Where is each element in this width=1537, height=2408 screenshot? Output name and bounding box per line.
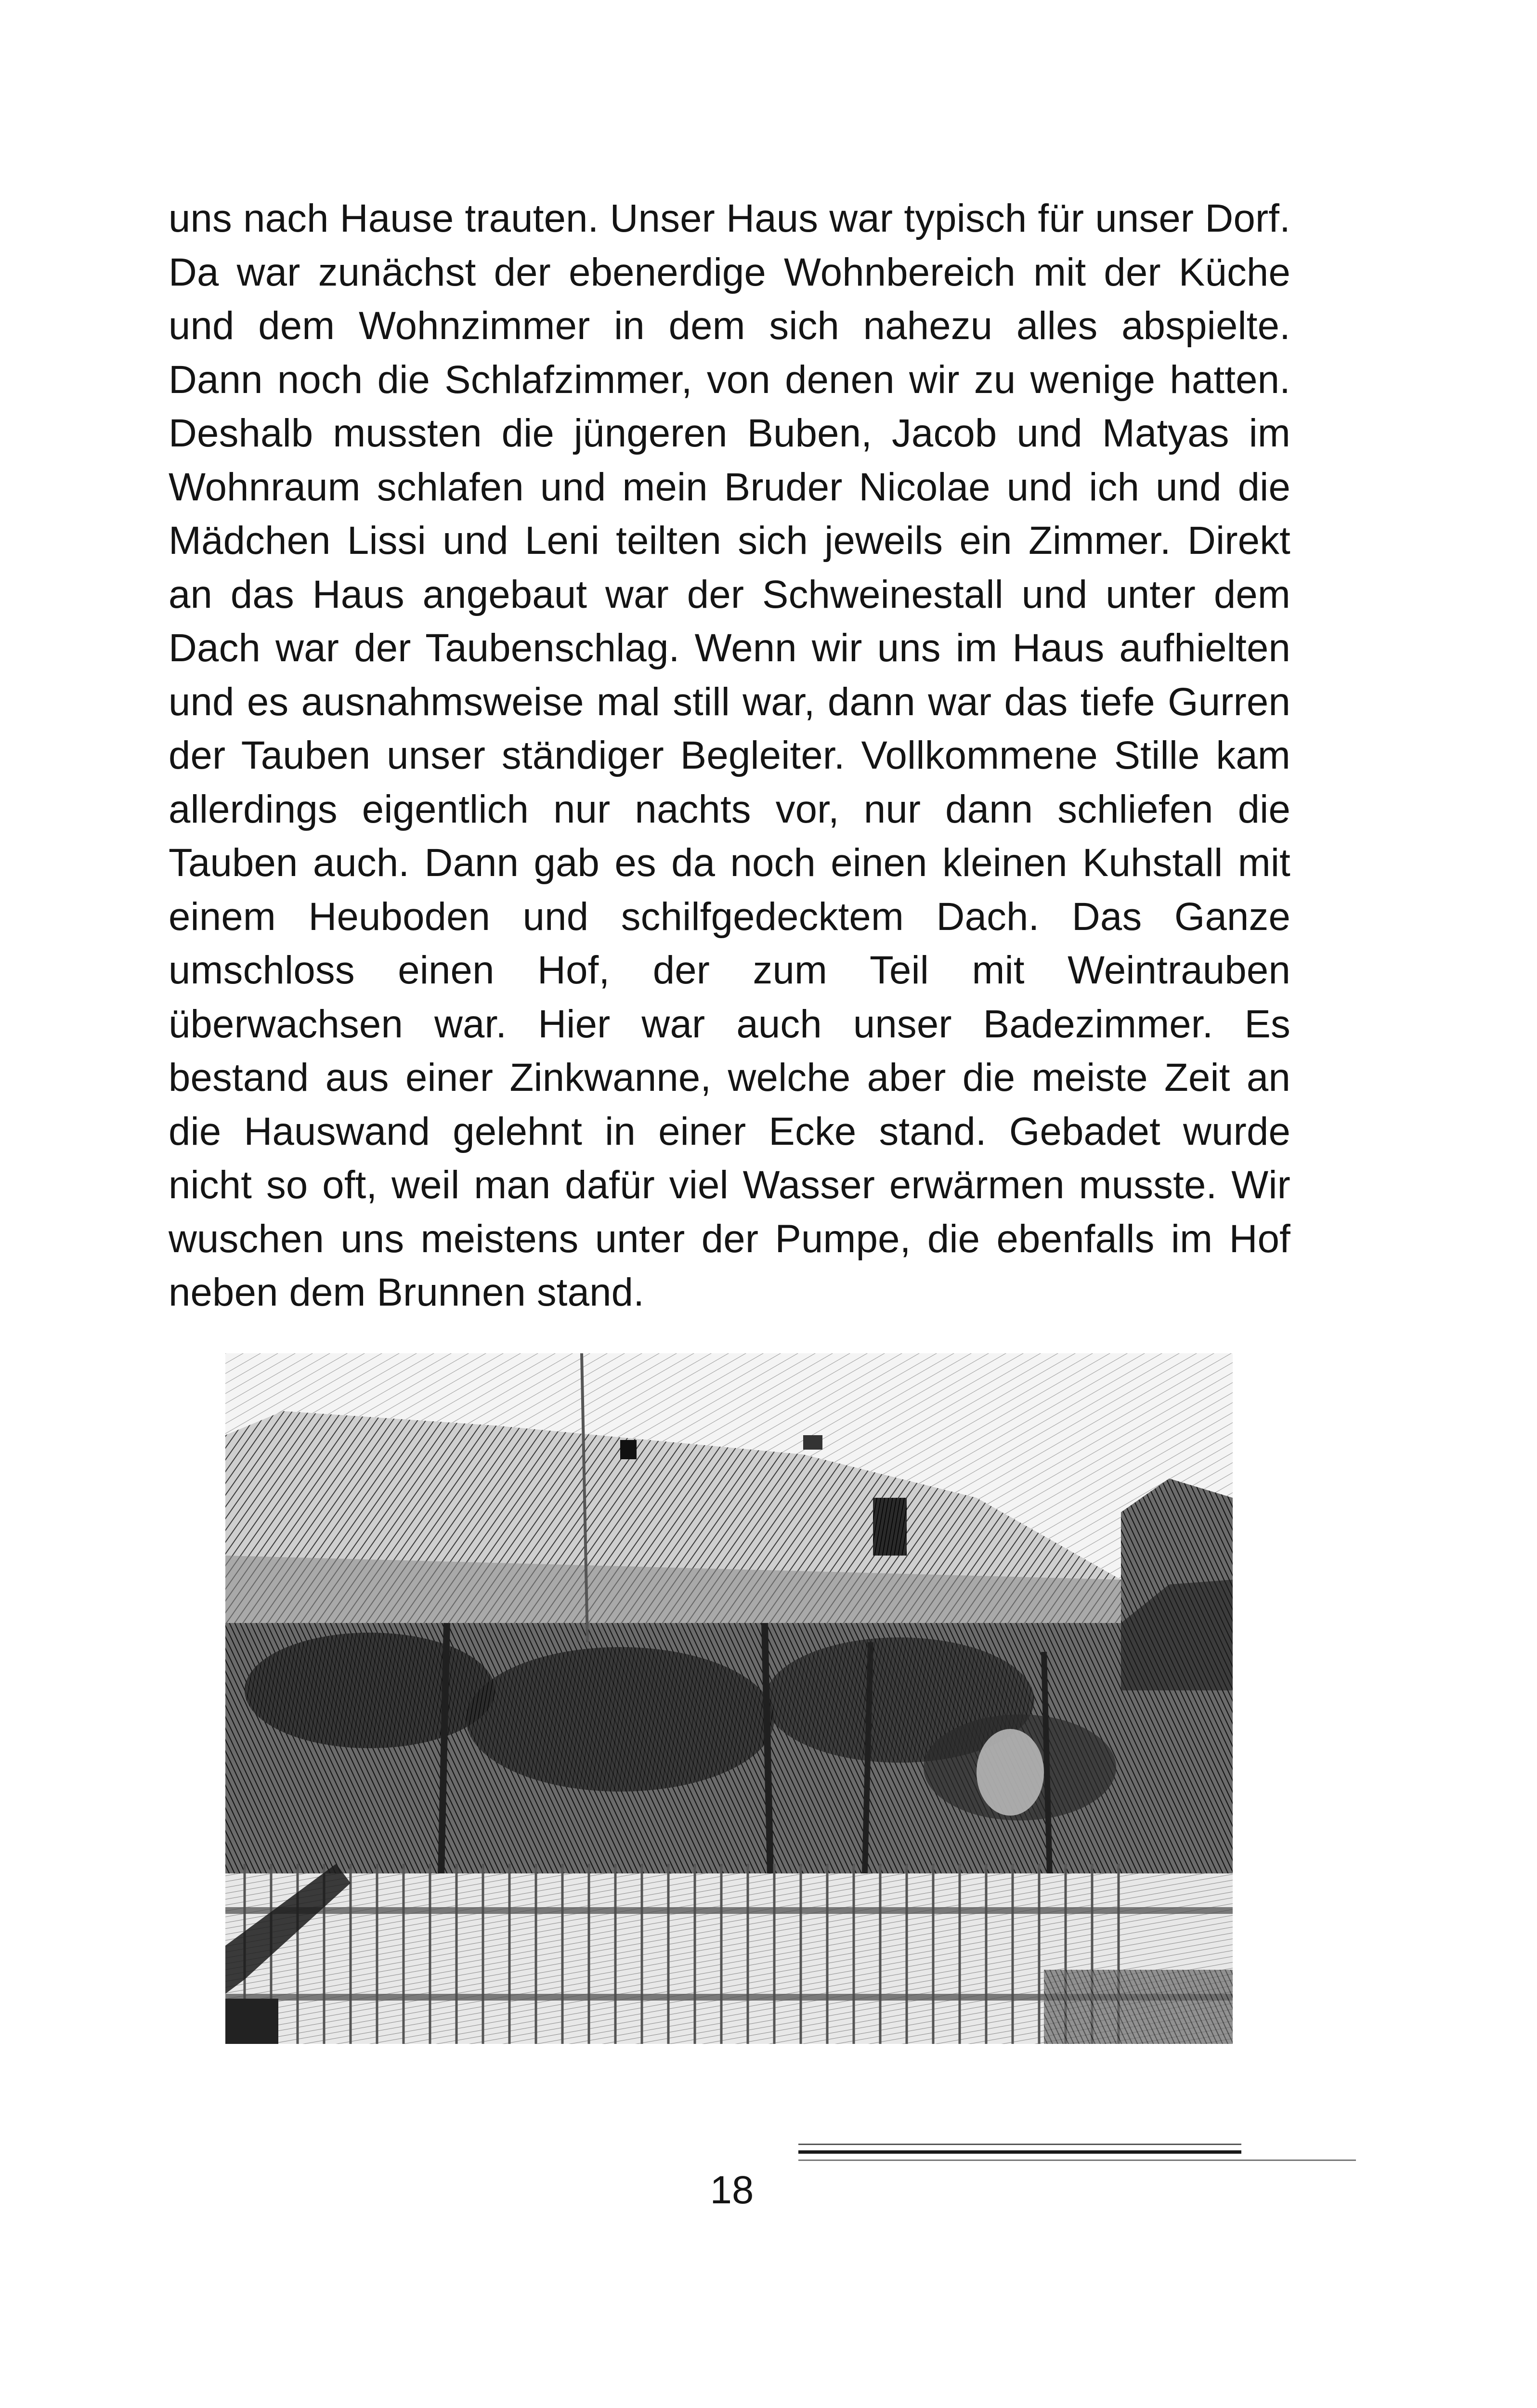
footer-rule-bottom: [798, 2159, 1356, 2161]
body-paragraph: uns nach Hause trauten. Unser Haus war typisch für unser Dorf. Da war zunächst der ebenerdige Wohnbereich mit der Küche und dem Wohnzimmer in dem sich nahezu alles abspielte. Dann noch die Schlafzimmer, von denen wir zu wenige hatten. Deshalb mussten die jüngeren Buben, Jacob und Matyas im Wohnraum schlafen und mein Bruder Nicolae und ich und die Mädchen Lissi und Leni teilten sich jeweils ein Zimmer. Direkt an das Haus angebaut war der Schweinestall und unter dem Dach war der Taubenschlag. Wenn wir uns im Haus aufhielten und es ausnahmsweise mal still war, dann war das tiefe Gurren der Tauben unser ständiger Begleiter. Vollkommene Stille kam allerdings eigentlich nur nachts vor, nur dann schliefen die Tauben auch. Dann gab es da noch einen kleinen Kuhstall mit einem Heuboden und schilfgedecktem Dach. Das Ganze umschloss einen Hof, der zum Teil mit Weintrauben überwachsen war. Hier war auch unser Badezimmer. Es bestand aus einer Zinkwanne, welche aber die meiste Zeit an die Hauswand gelehnt in einer Ecke stand. Gebadet wurde nicht so oft, weil man dafür viel Wasser erwärmen musste. Wir wuschen uns meistens unter der Pumpe, die ebenfalls im Hof neben dem Brunnen stand.: [169, 196, 1290, 1314]
footer-rule-top: [798, 2144, 1241, 2145]
house-photo-icon: [225, 1353, 1233, 2044]
page-number: 18: [710, 2168, 754, 2212]
footer-rule-middle: [798, 2150, 1241, 2154]
